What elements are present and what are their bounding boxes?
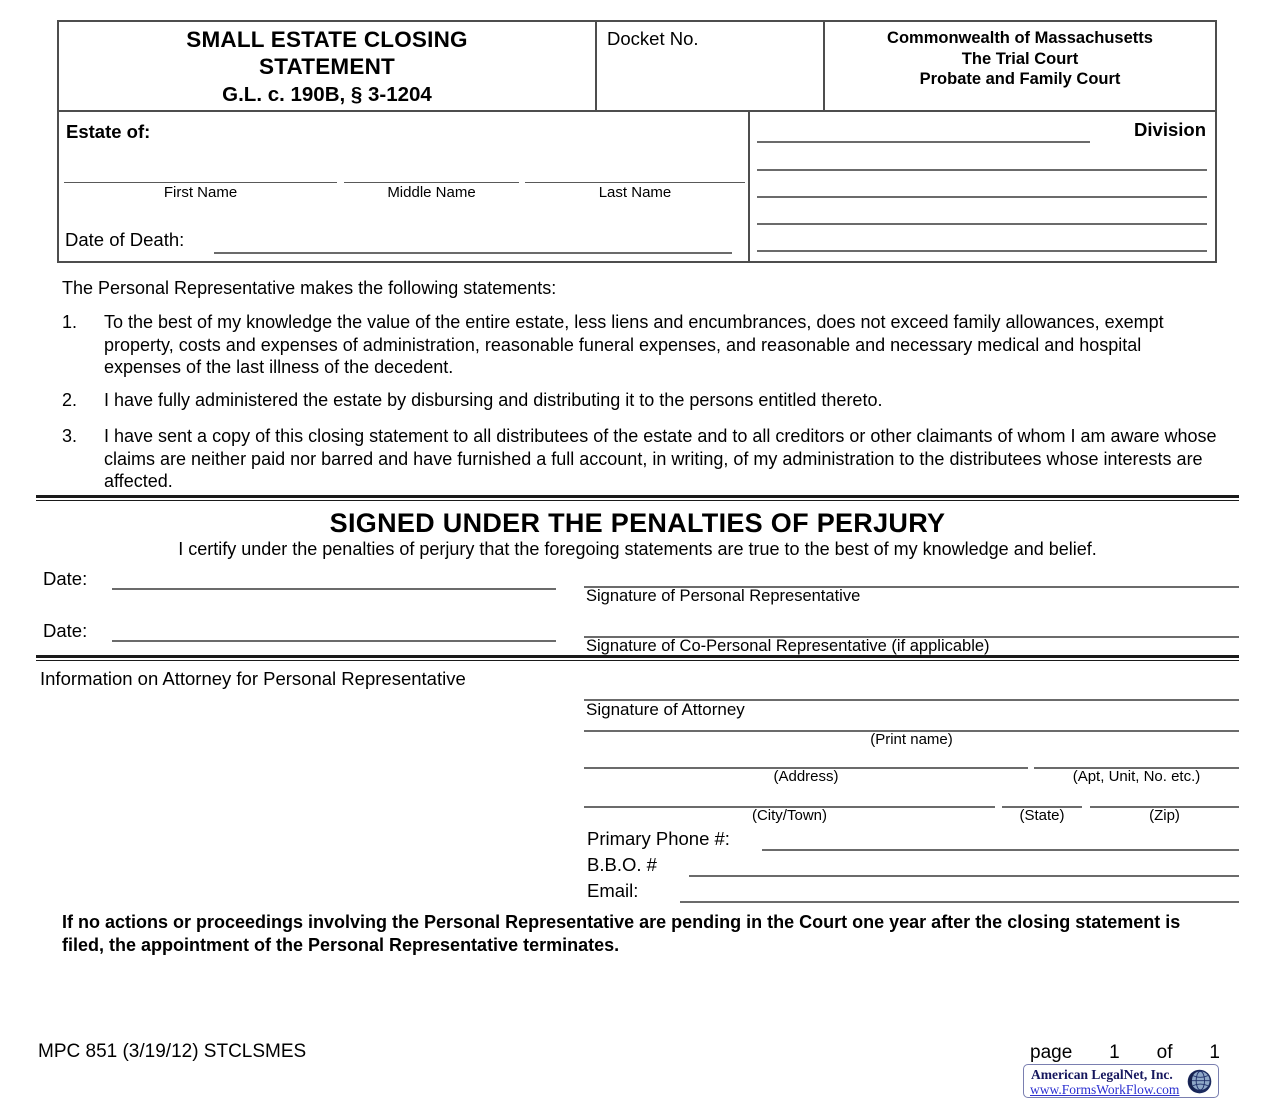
form-statute-citation: G.L. c. 190B, § 3-1204 (222, 83, 432, 106)
division-label: Division (1134, 119, 1206, 140)
court-line-probate-family: Probate and Family Court (919, 70, 1121, 88)
perjury-heading: SIGNED UNDER THE PENALTIES OF PERJURY (329, 508, 946, 538)
bbo-number-input[interactable] (689, 875, 1239, 877)
date-label-personal-representative: Date: (43, 568, 88, 589)
signature-caption-attorney: Signature of Attorney (586, 700, 745, 719)
form-number-footer: MPC 851 (3/19/12) STCLSMES (38, 1041, 307, 1062)
signature-caption-personal-representative: Signature of Personal Representative (586, 587, 861, 605)
page-total-number: 1 (1209, 1042, 1220, 1063)
middle-name-input[interactable] (344, 182, 519, 183)
statement-item-1 (62, 311, 1222, 379)
bbo-number-label: B.B.O. # (587, 854, 657, 875)
division-extra-line-4[interactable] (757, 250, 1207, 252)
statements-intro: The Personal Representative makes the following statements: (62, 278, 557, 298)
form-title-line-2: STATEMENT (259, 54, 395, 79)
statement-number-1: 1. (62, 312, 78, 332)
primary-phone-label: Primary Phone #: (587, 828, 730, 849)
print-name-caption: (Print name) (870, 731, 953, 748)
american-legalnet-badge[interactable] (1023, 1064, 1219, 1098)
statement-text-1: To the best of my knowledge the value of the entire estate, less liens and encumbrances, does not exceed family allowances, exempt property, costs and expenses of administration, reasonable funeral expenses, and reasonable and necessary medical and hospital expenses of the last illness of the decedent. (104, 312, 1164, 377)
state-caption: (State) (1019, 807, 1065, 824)
page-indicator (1030, 1042, 1220, 1064)
email-input[interactable] (680, 901, 1239, 903)
statement-number-2: 2. (62, 390, 78, 410)
estate-of-label: Estate of: (66, 121, 151, 142)
email-label: Email: (587, 880, 639, 901)
last-name-caption: Last Name (598, 184, 672, 201)
zip-caption: (Zip) (1149, 807, 1180, 824)
estate-of-cell (59, 112, 750, 261)
perjury-section-divider (36, 495, 1239, 501)
division-extra-line-1[interactable] (757, 169, 1207, 171)
docket-number-cell[interactable] (597, 22, 825, 110)
court-line-commonwealth: Commonwealth of Massachusetts (887, 29, 1153, 47)
primary-phone-input[interactable] (762, 849, 1239, 851)
docket-number-label: Docket No. (607, 28, 699, 49)
division-extra-line-3[interactable] (757, 223, 1207, 225)
attorney-section-divider (36, 655, 1239, 661)
form-title-line-1: SMALL ESTATE CLOSING (186, 27, 468, 52)
division-extra-line-2[interactable] (757, 196, 1207, 198)
date-input-personal-representative[interactable] (112, 588, 556, 590)
date-label-co-personal-representative: Date: (43, 620, 88, 641)
header-bottom-row (59, 112, 1215, 261)
date-of-death-input[interactable] (214, 252, 732, 254)
attorney-section-heading: Information on Attorney for Personal Representative (40, 668, 466, 689)
page-current-number: 1 (1109, 1042, 1120, 1063)
statement-text-2: I have fully administered the estate by disbursing and distributing it to the persons entitled thereto. (104, 390, 883, 410)
signature-caption-co-personal-representative: Signature of Co-Personal Representative (if applicable) (586, 637, 990, 655)
statement-item-2 (62, 389, 1222, 412)
court-identification-cell (825, 22, 1215, 110)
first-name-caption: First Name (163, 184, 238, 201)
city-town-caption: (City/Town) (751, 807, 827, 824)
statement-number-3: 3. (62, 426, 78, 446)
page-of-word: of (1156, 1042, 1173, 1063)
middle-name-caption: Middle Name (387, 184, 476, 201)
date-input-co-personal-representative[interactable] (112, 640, 556, 642)
date-of-death-label: Date of Death: (65, 229, 185, 250)
statement-text-3: I have sent a copy of this closing statement to all distributees of the estate and to all creditors or other claimants of whom I am aware whose claims are neither paid nor barred and have furnished a full account, in writing, of my administration to the distributees whose interests are affected. (104, 426, 1217, 491)
closing-notice-text: If no actions or proceedings involving the Personal Representative are pending in the Court one year after the closing statement is filed, the appointment of the Personal Representative terminates. (62, 912, 1181, 955)
statement-item-3 (62, 425, 1224, 493)
header-top-row (59, 22, 1215, 112)
address-caption: (Address) (773, 768, 839, 785)
form-header-table (57, 20, 1217, 263)
logo-website-url[interactable]: www.FormsWorkFlow.com (1030, 1082, 1180, 1097)
court-line-trial-court: The Trial Court (961, 49, 1079, 68)
last-name-input[interactable] (525, 182, 745, 183)
division-input[interactable] (757, 141, 1090, 143)
apartment-unit-caption: (Apt, Unit, No. etc.) (1072, 768, 1201, 785)
page-word: page (1030, 1042, 1073, 1063)
perjury-certification-text: I certify under the penalties of perjury that the foregoing statements are true to the best of my knowledge and belief. (178, 539, 1097, 559)
logo-company-name: American LegalNet, Inc. (1031, 1067, 1173, 1082)
form-title-cell (59, 22, 597, 110)
first-name-input[interactable] (64, 182, 337, 183)
globe-icon (1186, 1068, 1213, 1095)
division-cell (750, 112, 1215, 261)
